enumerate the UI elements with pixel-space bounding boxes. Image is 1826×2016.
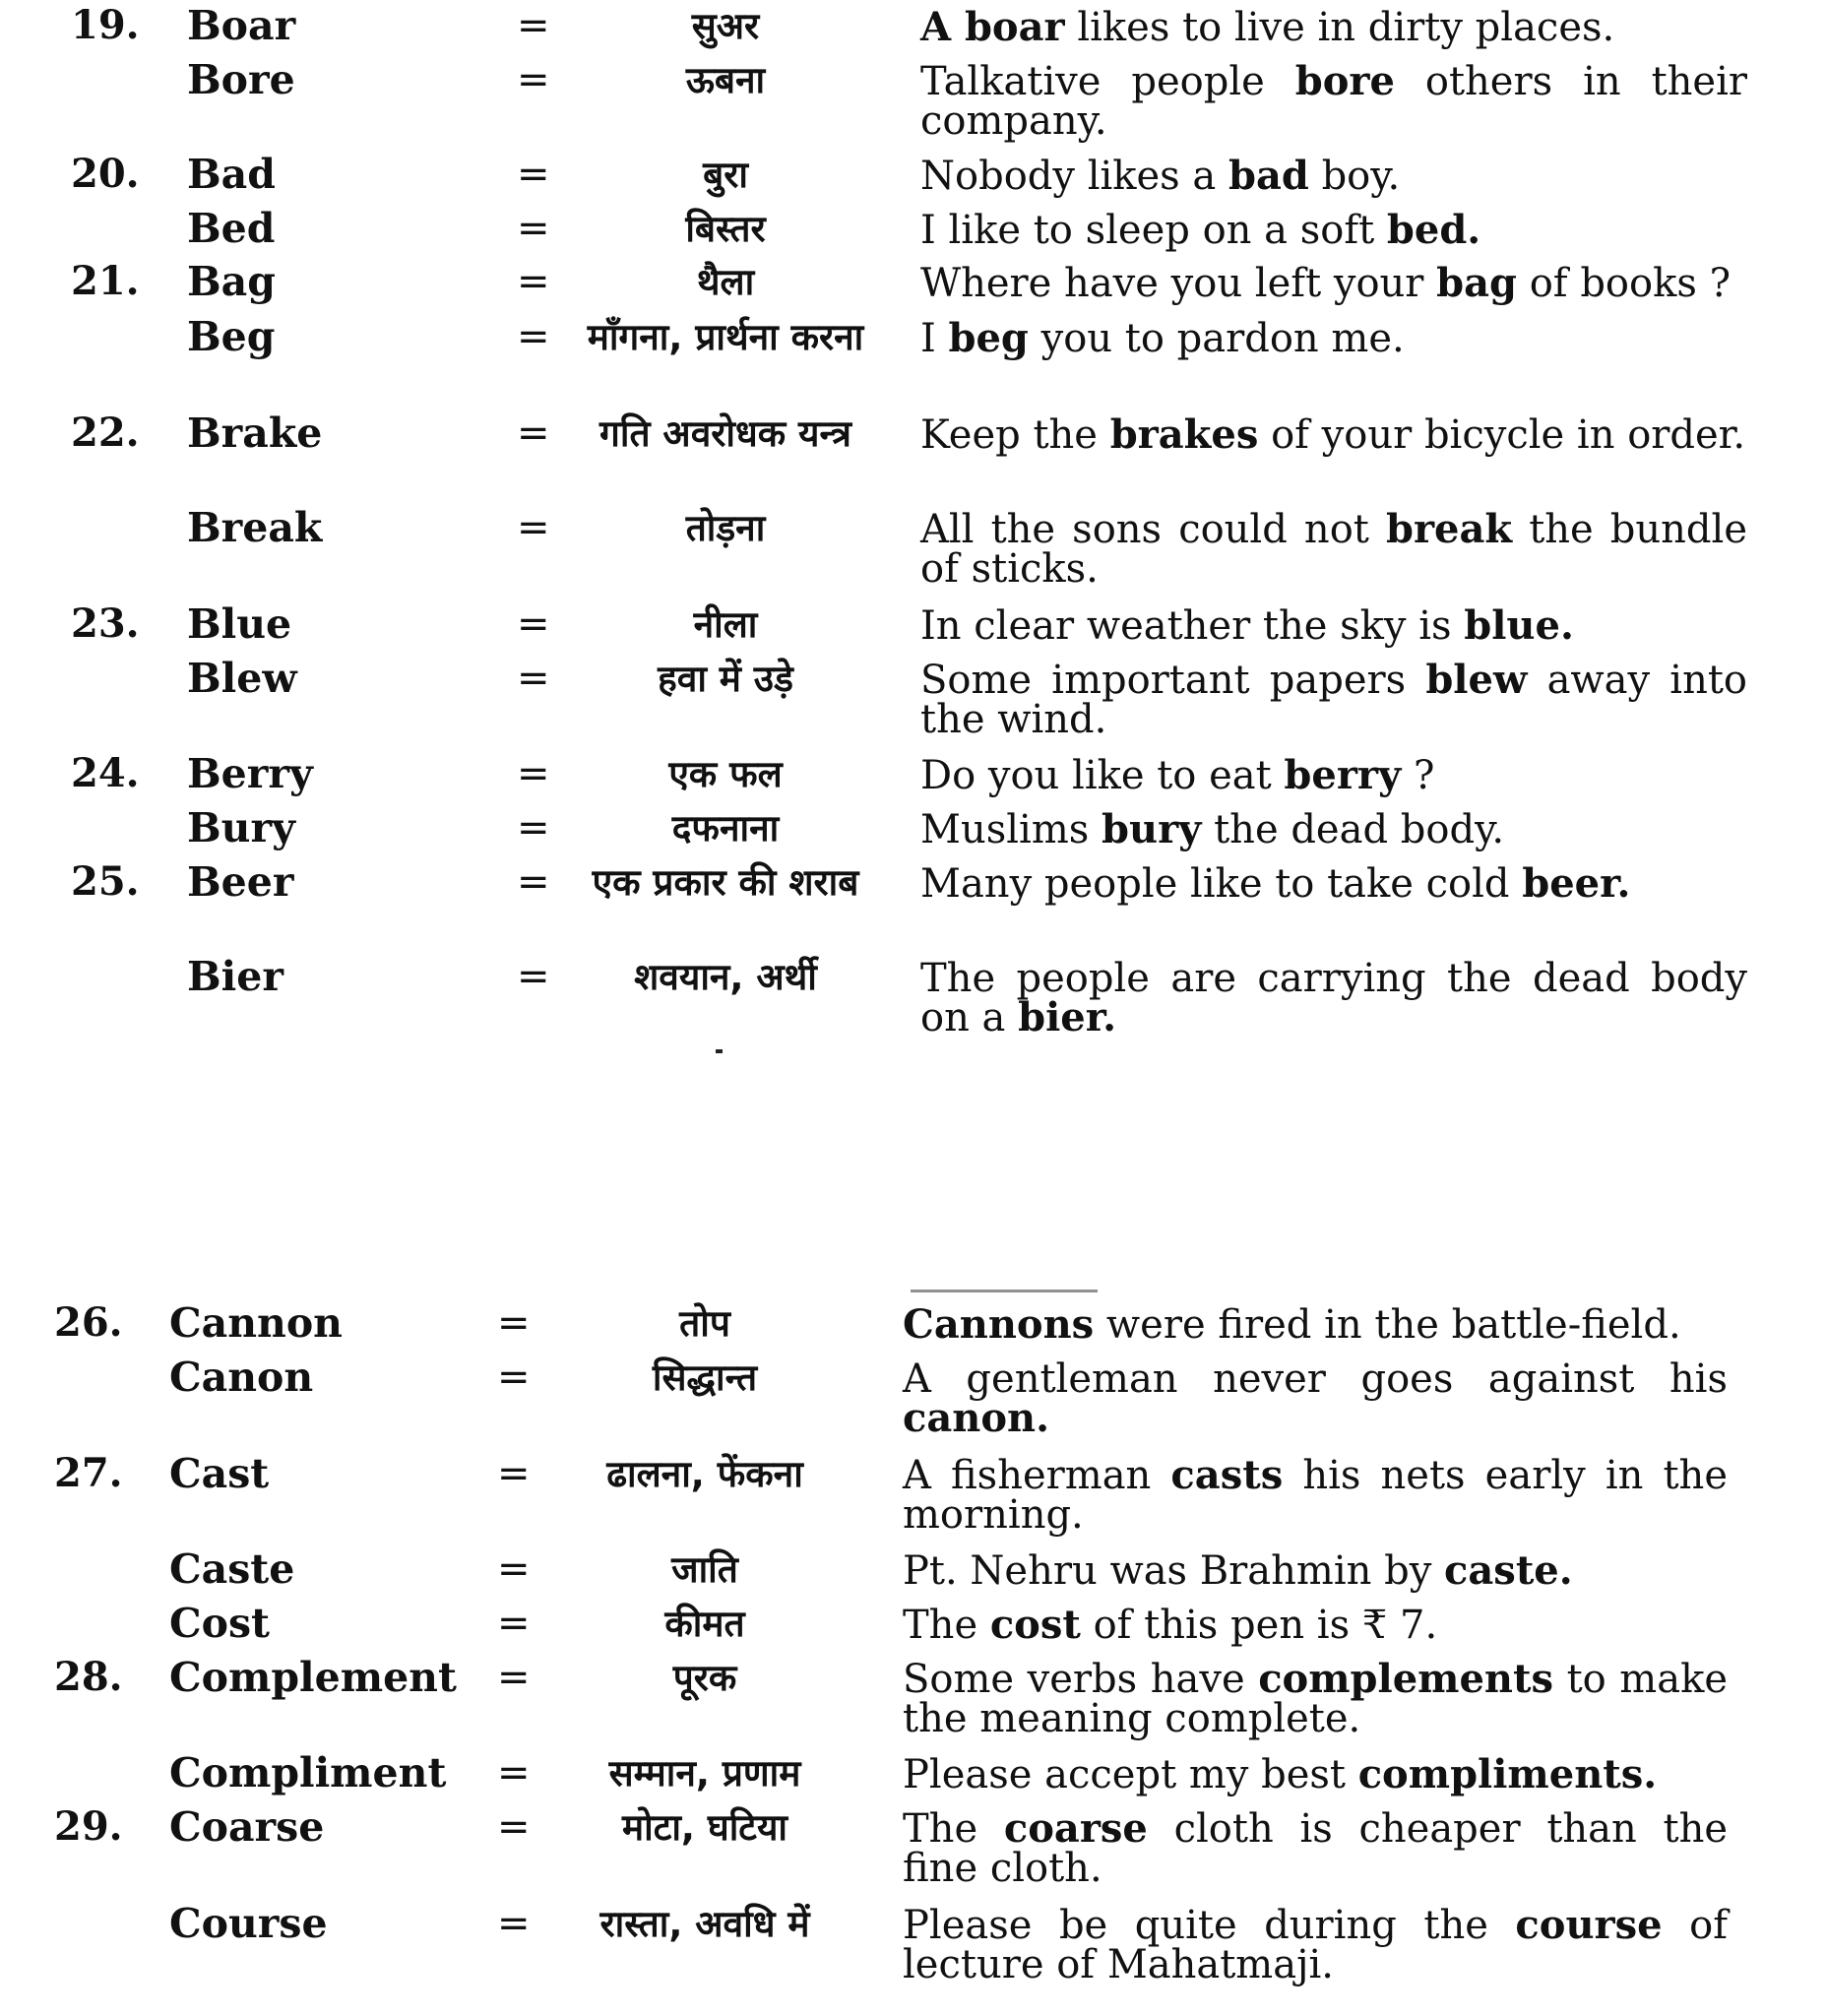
sentence-text: ? <box>1401 753 1435 798</box>
example-sentence <box>920 752 1747 798</box>
highlighted-word: berry <box>1284 752 1402 798</box>
entry-number: 23. <box>71 600 140 647</box>
highlighted-word: cost <box>989 1602 1081 1648</box>
sentence-text: The <box>903 1806 1004 1852</box>
sentence-text: the dead body. <box>1201 807 1505 852</box>
entry-word: Bier <box>187 953 283 1000</box>
equals-sign: = <box>517 656 550 701</box>
sentence-text: Pt. Nehru was Brahmin by <box>903 1548 1445 1594</box>
highlighted-word: course <box>1515 1902 1663 1948</box>
sentence-text: were fired in the battle-field. <box>1094 1302 1681 1348</box>
example-sentence <box>920 4 1747 50</box>
sentence-text: Muslims <box>920 807 1102 852</box>
example-sentence <box>903 1656 1728 1741</box>
sentence-text: likes to live in dirty places. <box>1064 5 1615 50</box>
sentence-text: Please accept my best <box>903 1752 1358 1797</box>
sentence-text: of this pen is ₹ 7. <box>1080 1603 1438 1648</box>
hindi-meaning: तोड़ना <box>685 507 766 549</box>
highlighted-word: A boar <box>920 4 1065 50</box>
entry-word: Caste <box>169 1545 295 1593</box>
entry-word: Break <box>187 504 323 551</box>
equals-sign: = <box>517 805 550 850</box>
equals-sign: = <box>497 1451 531 1496</box>
example-sentence <box>903 1902 1728 1987</box>
sentence-text: The <box>903 1603 990 1648</box>
highlighted-word: complements <box>1258 1656 1554 1702</box>
example-sentence <box>920 806 1747 852</box>
hindi-meaning: कीमत <box>664 1603 745 1645</box>
highlighted-word: casts <box>1170 1452 1284 1498</box>
sentence-text: Keep the <box>920 412 1110 458</box>
example-sentence <box>903 1751 1728 1797</box>
equals-sign: = <box>517 410 550 456</box>
equals-sign: = <box>517 206 550 251</box>
entry-word: Cost <box>169 1600 270 1647</box>
highlighted-word: coarse <box>1003 1805 1148 1852</box>
hindi-meaning: ऊबना <box>685 59 766 101</box>
example-sentence <box>920 657 1747 742</box>
entry-word: Cannon <box>169 1299 343 1347</box>
entry-word: Brake <box>187 410 323 457</box>
hindi-meaning: सुअर <box>691 5 760 47</box>
hindi-meaning: जाति <box>671 1548 738 1591</box>
hindi-meaning: एक फल <box>668 753 783 795</box>
sentence-text: Where have you left your <box>920 261 1437 306</box>
hindi-meaning: बुरा <box>703 154 748 196</box>
sentence-text: away into the wind. <box>920 658 1747 742</box>
print-speck <box>716 1049 723 1053</box>
entry-number: 26. <box>54 1299 123 1346</box>
highlighted-word: blew <box>1425 657 1528 703</box>
sentence-text: In clear weather the sky is <box>920 603 1465 649</box>
highlighted-word: Cannons <box>903 1301 1095 1348</box>
example-sentence <box>903 1805 1729 1891</box>
hindi-meaning: हवा में उड़े <box>658 658 793 700</box>
entry-word: Cast <box>169 1450 270 1497</box>
equals-sign: = <box>497 1804 531 1850</box>
example-sentence <box>920 260 1747 306</box>
example-sentence <box>920 315 1747 361</box>
hindi-meaning: रास्ता, अवधि में <box>599 1903 810 1945</box>
equals-sign: = <box>517 259 550 304</box>
sentence-text: Talkative people <box>920 59 1295 104</box>
sentence-text: Many people like to take cold <box>920 861 1523 907</box>
hindi-meaning: तोप <box>679 1302 730 1345</box>
highlighted-word: caste. <box>1444 1547 1573 1594</box>
sentence-text: of your bicycle in order. <box>1258 412 1746 458</box>
highlighted-word: bore <box>1294 58 1395 104</box>
equals-sign: = <box>497 1546 531 1592</box>
highlighted-word: compliments. <box>1357 1751 1658 1797</box>
equals-sign: = <box>517 505 550 550</box>
example-sentence <box>903 1356 1728 1441</box>
sentence-text: to make the meaning complete. <box>903 1657 1728 1741</box>
hindi-meaning: पूरक <box>672 1657 737 1699</box>
example-sentence <box>920 506 1748 592</box>
example-sentence <box>920 58 1747 144</box>
hindi-meaning: एक प्रकार की शराब <box>592 861 859 904</box>
sentence-text: of books ? <box>1517 261 1732 306</box>
entry-word: Blue <box>187 600 292 648</box>
example-sentence <box>903 1602 1728 1648</box>
entry-number: 27. <box>54 1450 123 1496</box>
entry-word: Coarse <box>169 1803 325 1851</box>
hindi-meaning: दफनाना <box>671 807 780 850</box>
sentence-text: Some important papers <box>920 658 1426 703</box>
entry-word: Complement <box>169 1654 457 1701</box>
equals-sign: = <box>517 751 550 796</box>
entry-word: Course <box>169 1900 328 1947</box>
hindi-meaning: थैला <box>696 261 755 303</box>
sentence-text: Some verbs have <box>903 1657 1259 1702</box>
sentence-text: The people are carrying the dead body on a <box>920 956 1747 1040</box>
equals-sign: = <box>517 954 550 999</box>
sentence-text: A fisherman <box>903 1453 1171 1498</box>
entry-word: Beer <box>187 858 294 906</box>
sentence-text: his nets early in the morning. <box>903 1453 1728 1538</box>
sentence-text: I <box>920 316 949 361</box>
highlighted-word: bad <box>1228 153 1309 199</box>
example-sentence <box>903 1547 1728 1594</box>
entry-word: Boar <box>187 2 296 49</box>
hindi-meaning: ढालना, फेंकना <box>606 1453 803 1495</box>
highlighted-word: beg <box>948 315 1029 361</box>
sentence-text: All the sons could not <box>920 507 1386 552</box>
entry-word: Bed <box>187 205 276 252</box>
equals-sign: = <box>517 314 550 359</box>
sentence-text: you to pardon me. <box>1028 316 1405 361</box>
entry-word: Blew <box>187 655 297 702</box>
sentence-text: the bundle of sticks. <box>920 507 1748 592</box>
print-dash <box>911 1290 1098 1292</box>
entry-word: Bad <box>187 151 276 198</box>
hindi-meaning: नीला <box>693 603 758 646</box>
hindi-meaning: गति अवरोधक यन्त्र <box>599 412 851 455</box>
hindi-meaning: सिद्धान्त <box>652 1356 758 1399</box>
sentence-text: I like to sleep on a soft <box>920 208 1387 253</box>
entry-word: Canon <box>169 1354 314 1401</box>
hindi-meaning: बिस्तर <box>685 208 766 250</box>
sentence-text: cloth is cheaper than the fine cloth. <box>903 1806 1729 1891</box>
entry-number: 29. <box>54 1803 123 1850</box>
hindi-meaning: शवयान, अर्थी <box>634 956 817 998</box>
equals-sign: = <box>497 1300 531 1346</box>
highlighted-word: bed. <box>1386 207 1481 253</box>
entry-word: Bury <box>187 804 295 851</box>
equals-sign: = <box>497 1354 531 1400</box>
sentence-text: of lecture of Mahatmaji. <box>903 1903 1728 1987</box>
highlighted-word: canon. <box>903 1395 1050 1441</box>
entry-word: Beg <box>187 313 276 360</box>
highlighted-word: bier. <box>1018 994 1117 1040</box>
example-sentence <box>903 1452 1728 1538</box>
equals-sign: = <box>517 3 550 48</box>
entry-word: Bore <box>187 56 295 103</box>
highlighted-word: blue. <box>1464 602 1574 649</box>
equals-sign: = <box>497 1601 531 1646</box>
sentence-text: boy. <box>1308 154 1401 199</box>
entry-number: 25. <box>71 858 140 905</box>
sentence-text: A gentleman never goes against his <box>903 1356 1728 1402</box>
hindi-meaning: सम्मान, प्रणाम <box>608 1752 801 1795</box>
highlighted-word: beer. <box>1522 860 1631 907</box>
equals-sign: = <box>497 1655 531 1700</box>
highlighted-word: bury <box>1102 806 1202 852</box>
highlighted-word: bag <box>1436 260 1517 306</box>
sentence-text: Please be quite during the <box>903 1903 1516 1948</box>
entry-number: 22. <box>71 410 140 456</box>
example-sentence <box>920 207 1747 253</box>
example-sentence <box>920 602 1747 649</box>
entry-word: Compliment <box>169 1749 447 1796</box>
equals-sign: = <box>517 57 550 102</box>
sentence-text: others in their company. <box>920 59 1747 144</box>
hindi-meaning: मोटा, घटिया <box>621 1806 788 1849</box>
equals-sign: = <box>497 1750 531 1796</box>
entry-word: Bag <box>187 258 276 305</box>
example-sentence <box>920 153 1747 199</box>
entry-number: 24. <box>71 750 140 796</box>
equals-sign: = <box>497 1901 531 1946</box>
entry-number: 20. <box>71 151 140 197</box>
sentence-text: Do you like to eat <box>920 753 1285 798</box>
entry-number: 28. <box>54 1654 123 1700</box>
hindi-meaning: माँगना, प्रार्थना करना <box>587 316 864 358</box>
equals-sign: = <box>517 152 550 197</box>
equals-sign: = <box>517 601 550 647</box>
example-sentence <box>903 1301 1728 1348</box>
example-sentence <box>920 956 1747 1040</box>
example-sentence <box>920 860 1747 907</box>
example-sentence <box>920 411 1747 458</box>
highlighted-word: brakes <box>1109 411 1259 458</box>
entry-word: Berry <box>187 750 313 797</box>
equals-sign: = <box>517 859 550 905</box>
highlighted-word: break <box>1385 506 1513 552</box>
entry-number: 19. <box>71 2 140 48</box>
sentence-text: Nobody likes a <box>920 154 1228 199</box>
entry-number: 21. <box>71 258 140 304</box>
